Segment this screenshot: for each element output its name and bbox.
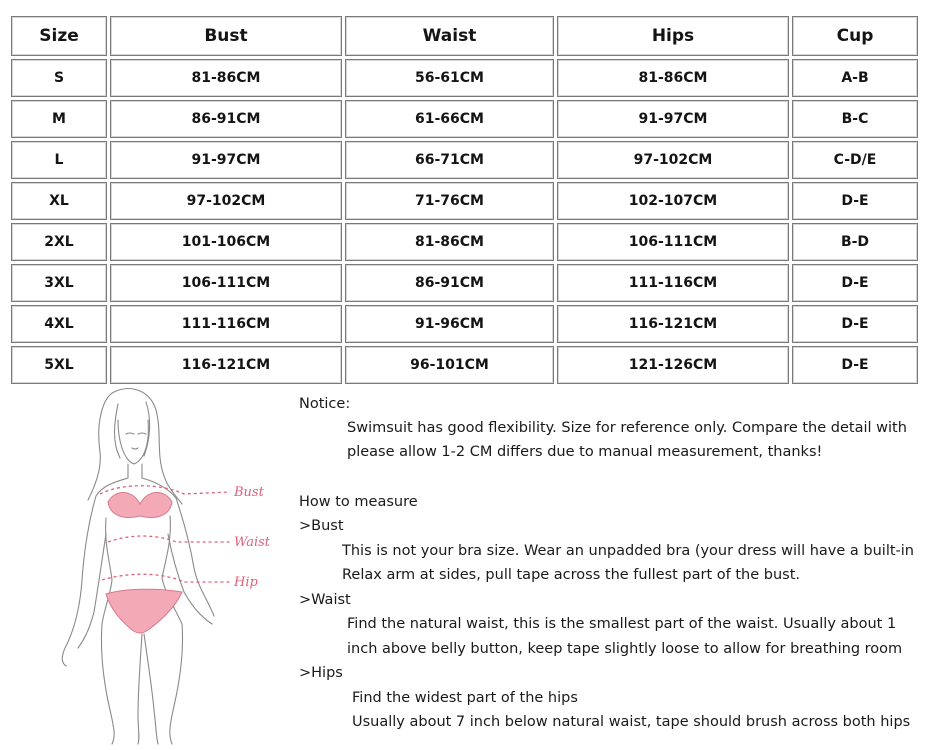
hips-line-2: Usually about 7 inch below natural waist, tape should brush across both hips [352,714,911,730]
cell-hips: 121-126CM [557,346,789,384]
cell-hips: 81-86CM [557,59,789,97]
cell-waist: 81-86CM [345,223,554,261]
bottom-shape [106,589,182,633]
header-cup: Cup [792,16,918,56]
waist-label: Waist [234,535,271,550]
cell-cup: D-E [792,305,918,343]
waist-line-1: Find the natural waist, this is the smallest part of the waist. Usually about 1 [347,616,897,632]
cell-waist: 91-96CM [345,305,554,343]
measurement-figure [44,384,284,746]
cell-bust: 97-102CM [110,182,342,220]
table-row [11,305,918,343]
table-header-row [11,16,918,56]
cell-cup: D-E [792,182,918,220]
table-row [11,141,918,179]
cell-cup: D-E [792,264,918,302]
cell-bust: 81-86CM [110,59,342,97]
cell-hips: 102-107CM [557,182,789,220]
cell-waist: 71-76CM [345,182,554,220]
instructions [299,392,932,749]
cell-waist: 56-61CM [345,59,554,97]
cell-bust: 86-91CM [110,100,342,138]
notice-line-1: Swimsuit has good flexibility. Size for reference only. Compare the detail with [347,420,907,436]
table-row [11,100,918,138]
hips-heading: >Hips [299,665,343,681]
table-row [11,264,918,302]
cell-size: L [11,141,107,179]
hips-line-1: Find the widest part of the hips [352,690,578,706]
cell-size: XL [11,182,107,220]
cell-cup: B-C [792,100,918,138]
header-size: Size [11,16,107,56]
bust-label: Bust [234,485,264,500]
cell-size: 3XL [11,264,107,302]
header-waist: Waist [345,16,554,56]
cell-size: S [11,59,107,97]
size-chart-table [8,13,921,387]
body-outline [62,389,214,744]
cell-cup: C-D/E [792,141,918,179]
bust-line-1: This is not your bra size. Wear an unpadded bra (your dress will have a built-in [342,543,914,559]
table-row [11,182,918,220]
cell-bust: 116-121CM [110,346,342,384]
cell-waist: 96-101CM [345,346,554,384]
hip-measure-line [102,574,230,582]
header-hips: Hips [557,16,789,56]
header-bust: Bust [110,16,342,56]
table-row [11,223,918,261]
cell-hips: 116-121CM [557,305,789,343]
table-body [11,59,918,384]
waist-line-2: inch above belly button, keep tape slightly loose to allow for breathing room [347,641,903,657]
cell-waist: 66-71CM [345,141,554,179]
cell-size: M [11,100,107,138]
notice-heading: Notice: [299,396,351,412]
cell-hips: 97-102CM [557,141,789,179]
cell-bust: 91-97CM [110,141,342,179]
cell-bust: 101-106CM [110,223,342,261]
table-row [11,346,918,384]
figure-illustration [44,384,284,746]
cell-hips: 91-97CM [557,100,789,138]
hip-label: Hip [234,575,258,590]
measure-heading: How to measure [299,494,418,510]
cell-hips: 106-111CM [557,223,789,261]
cell-size: 4XL [11,305,107,343]
cell-cup: D-E [792,346,918,384]
cell-waist: 61-66CM [345,100,554,138]
waist-heading: >Waist [299,592,351,608]
notice-line-2: please allow 1-2 CM differs due to manual measurement, thanks! [347,444,823,460]
cell-hips: 111-116CM [557,264,789,302]
cell-cup: B-D [792,223,918,261]
cell-size: 2XL [11,223,107,261]
table-row [11,59,918,97]
bra-shape [108,493,172,518]
cell-bust: 111-116CM [110,305,342,343]
bust-line-2: Relax arm at sides, pull tape across the fullest part of the bust. [342,567,800,583]
cell-waist: 86-91CM [345,264,554,302]
cell-cup: A-B [792,59,918,97]
cell-bust: 106-111CM [110,264,342,302]
bust-heading: >Bust [299,518,344,534]
cell-size: 5XL [11,346,107,384]
